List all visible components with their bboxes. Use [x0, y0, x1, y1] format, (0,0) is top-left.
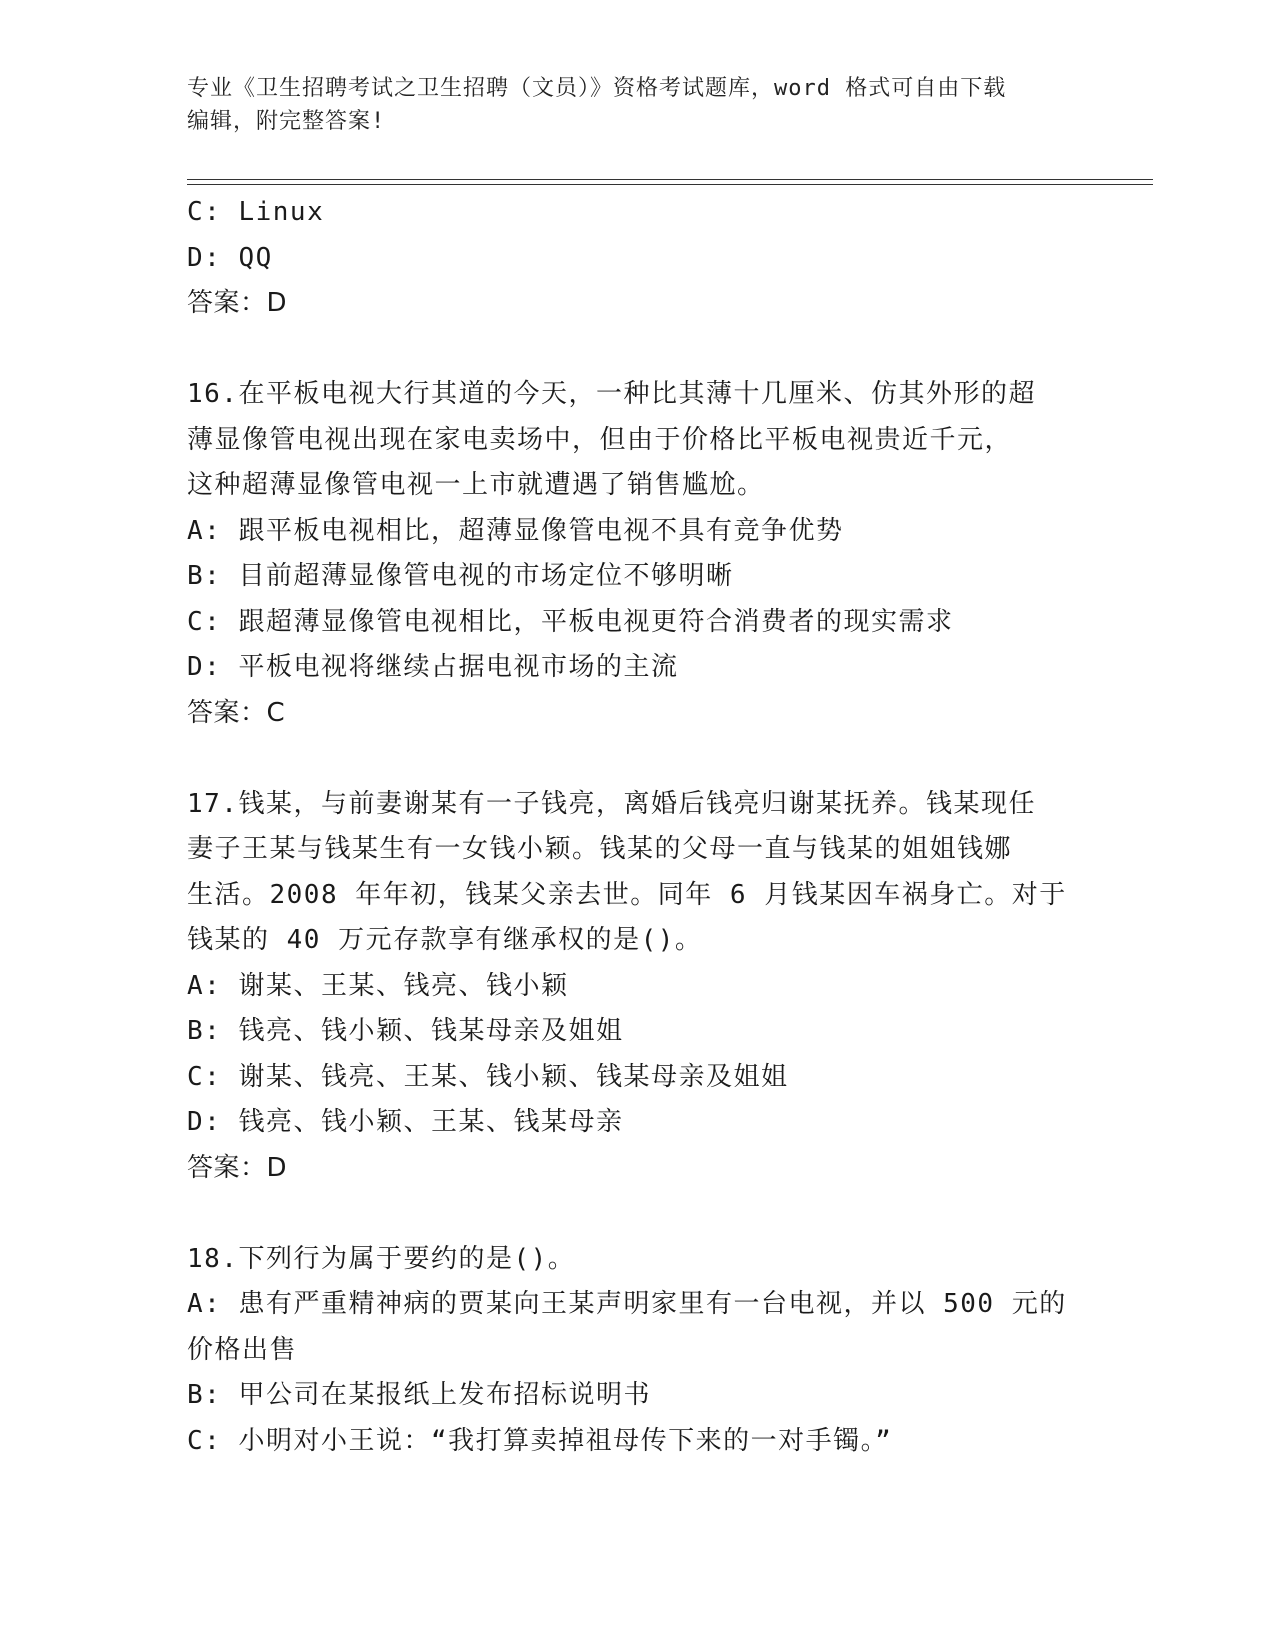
question-16 — [187, 372, 1087, 736]
question-18 — [187, 1237, 1087, 1465]
question-15 — [187, 190, 1087, 327]
option-d: D: 钱亮、钱小颖、王某、钱某母亲 — [187, 1107, 624, 1137]
option-b: B: 甲公司在某报纸上发布招标说明书 — [187, 1380, 651, 1410]
question-stem-line: 薄显像管电视出现在家电卖场中，但由于价格比平板电视贵近千元， — [187, 424, 1013, 455]
option-d: D: QQ — [187, 242, 273, 273]
question-stem-line: 17.钱某，与前妻谢某有一子钱亮，离婚后钱亮归谢某抚养。钱某现任 — [187, 788, 1036, 819]
option-b: B: 钱亮、钱小颖、钱某母亲及姐姐 — [187, 1016, 624, 1046]
header-divider-bottom — [187, 184, 1153, 185]
answer-line: 答案：D — [187, 1152, 288, 1183]
spacer — [187, 327, 1087, 373]
answer-line: 答案：D — [187, 288, 288, 318]
question-stem-line: 生活。2008 年年初，钱某父亲去世。同年 6 月钱某因车祸身亡。对于 — [187, 879, 1067, 910]
question-stem-line: 妻子王某与钱某生有一女钱小颖。钱某的父母一直与钱某的姐姐钱娜 — [187, 834, 1013, 864]
answer-line: 答案：C — [187, 697, 286, 728]
option-a-continued: 价格出售 — [187, 1334, 298, 1365]
question-stem-line: 这种超薄显像管电视一上市就遭遇了销售尴尬。 — [187, 470, 765, 500]
question-stem-line: 钱某的 40 万元存款享有继承权的是()。 — [187, 925, 703, 955]
spacer — [187, 736, 1087, 782]
spacer — [187, 1191, 1087, 1237]
option-a: A: 患有严重精神病的贾某向王某声明家里有一台电视，并以 500 元的 — [187, 1289, 1067, 1319]
question-stem-line: 18.下列行为属于要约的是()。 — [187, 1243, 576, 1274]
header-line-2: 编辑，附完整答案! — [187, 109, 386, 134]
option-b: B: 目前超薄显像管电视的市场定位不够明晰 — [187, 561, 734, 591]
option-d: D: 平板电视将继续占据电视市场的主流 — [187, 652, 679, 682]
document-header — [187, 72, 1067, 138]
option-a: A: 跟平板电视相比，超薄显像管电视不具有竞争优势 — [187, 515, 844, 546]
header-divider-top — [187, 179, 1153, 180]
question-stem-line: 16.在平板电视大行其道的今天，一种比其薄十几厘米、仿其外形的超 — [187, 379, 1036, 409]
document-body — [187, 190, 1087, 1464]
header-line-1: 专业《卫生招聘考试之卫生招聘（文员）》资格考试题库，word 格式可自由下载 — [187, 76, 1007, 101]
option-c: C: 谢某、钱亮、王某、钱小颖、钱某母亲及姐姐 — [187, 1061, 789, 1092]
question-17 — [187, 782, 1087, 1192]
option-c: C: 小明对小王说：“我打算卖掉祖母传下来的一对手镯。” — [187, 1425, 893, 1456]
option-c: C: Linux — [187, 197, 325, 227]
option-a: A: 谢某、王某、钱亮、钱小颖 — [187, 970, 569, 1001]
option-c: C: 跟超薄显像管电视相比，平板电视更符合消费者的现实需求 — [187, 606, 954, 637]
